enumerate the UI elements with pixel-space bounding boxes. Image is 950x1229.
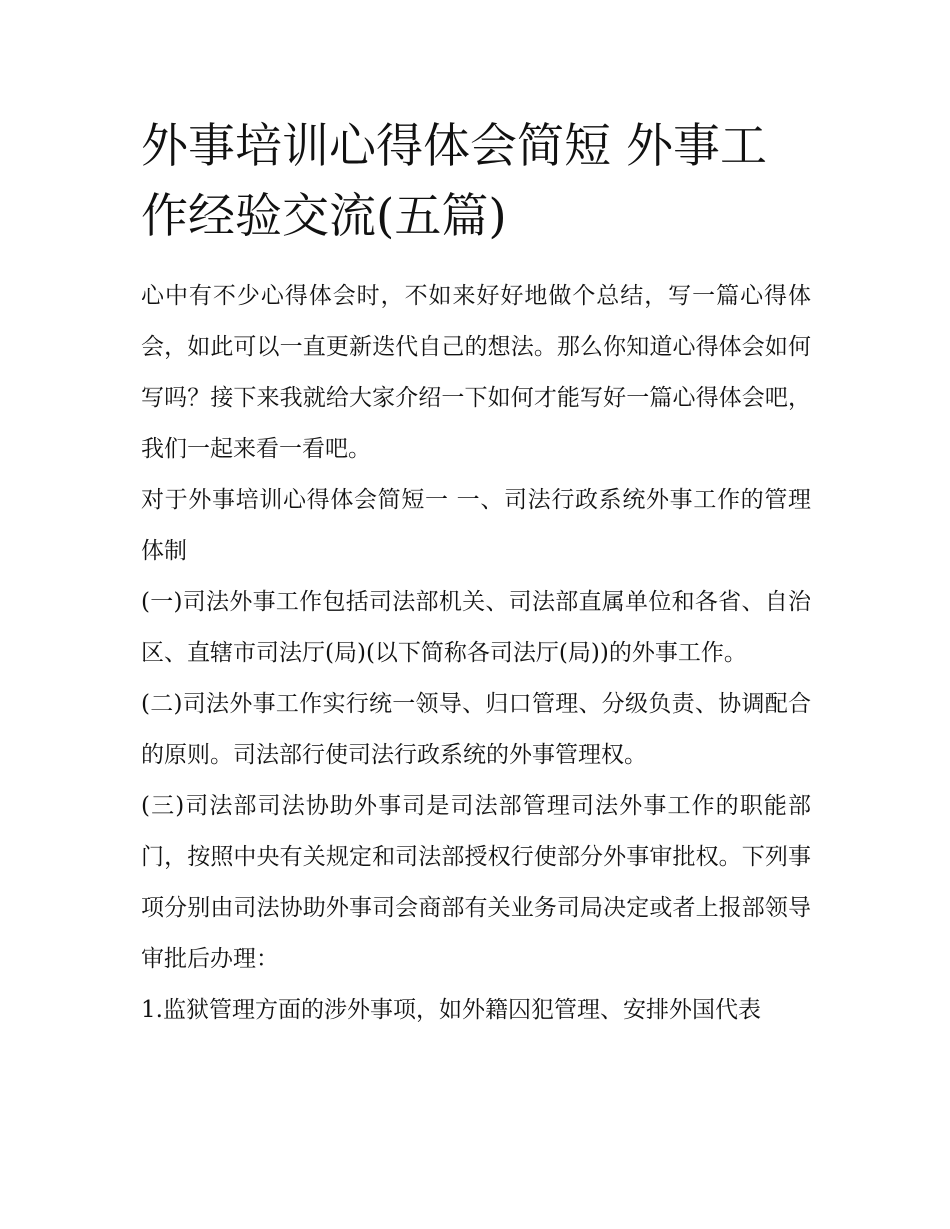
paragraph-item-2: (二)司法外事工作实行统一领导、归口管理、分级负责、协调配合的原则。司法部行使司法行政系统的外事管理权。 [141, 691, 811, 768]
document-title: 外事培训心得体会简短 外事工作经验交流(五篇) [141, 119, 767, 244]
numbered-item-1: 1.监狱管理方面的涉外事项，如外籍囚犯管理、安排外国代表 [141, 997, 761, 1023]
intro-paragraph: 心中有不少心得体会时，不如来好好地做个总结，写一篇心得体会，如此可以一直更新迭代自己的想法。那么你知道心得体会如何写吗？接下来我就给大家介绍一下如何才能写好一篇心得体会吧，我们一起来看一看吧。 [141, 283, 811, 462]
document-body [141, 112, 811, 1036]
section-heading-paragraph: 对于外事培训心得体会简短一 一、司法行政系统外事工作的管理体制 [141, 487, 811, 564]
paragraph-item-1: (一)司法外事工作包括司法部机关、司法部直属单位和各省、自治区、直辖市司法厅(局)(以下简称各司法厅(局))的外事工作。 [141, 589, 811, 666]
paragraph-item-3: (三)司法部司法协助外事司是司法部管理司法外事工作的职能部门，按照中央有关规定和司法部授权行使部分外事审批权。下列事项分别由司法协助外事司会商部有关业务司局决定或者上报部领导审批后办理： [141, 793, 811, 972]
